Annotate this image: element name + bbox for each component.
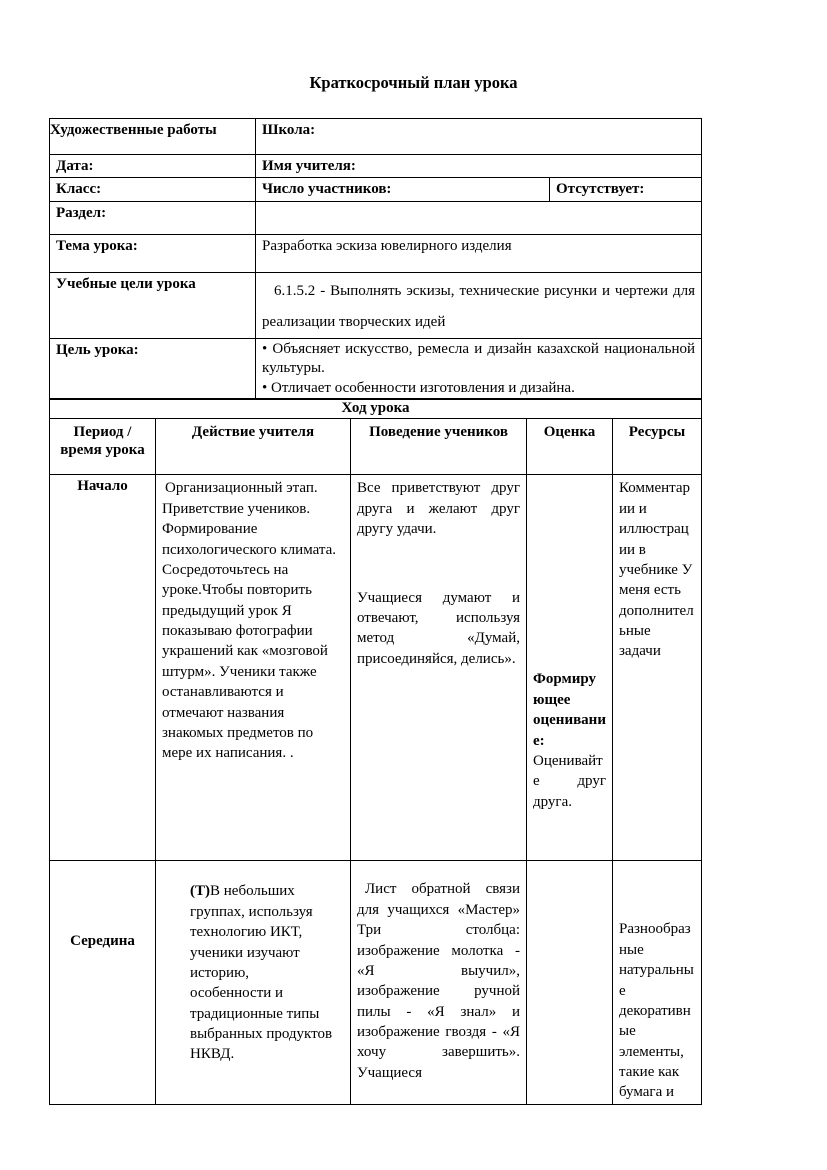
student-behavior-cell [351,475,527,861]
teacher-name-cell: Имя учителя: [256,155,702,178]
resources-cell: Разнообразные натуральные декоративные элементы, такие как бумага и [613,861,702,1105]
resources-cell: Комментарии и иллюстрации в учебнике У меня есть дополнительные задачи [613,475,702,861]
assessment-cell [527,861,613,1105]
info-table [49,118,702,400]
flow-title: Ход урока [50,399,702,419]
assessment-heading: Формирующее оценивание: [533,671,606,749]
participants-cell: Число участников: [256,178,550,201]
student-behavior-cell: Лист обратной связи для учащихся «Мастер» Три столбца: изображение молотка - «Я выучил», изображение ручной пилы - «Я знал» и изображение гвоздя - «Я хочу завершить». Учащиеся [351,861,527,1105]
subject-cell: Художественные работы [50,119,256,155]
period-cell: Начало [50,475,156,861]
col-header-period: Период / время урока [50,419,156,475]
absent-cell: Отсутствует: [550,178,702,201]
page-title: Краткосрочный план урока [309,73,518,92]
info-row-goal [50,339,702,400]
date-cell: Дата: [50,155,256,178]
info-row-date [50,155,702,178]
student-behavior-paragraph: Все приветствуют друг друга и желают друг другу удачи. [357,480,520,538]
goal-point-2: • Отличает особенности изготовления и дизайна. [262,379,575,396]
assessment-text: Оценивайте друг друга. [533,752,606,810]
teacher-action-prefix: (Т) [190,883,210,900]
flow-header-row [50,419,702,475]
goal-label-cell: Цель урока: [50,339,256,400]
info-row-class [50,178,702,201]
assessment-cell [527,475,613,861]
info-row-topic [50,234,702,272]
teacher-action-cell [156,861,351,1105]
topic-label-cell: Тема урока: [50,234,256,272]
flow-title-row [50,399,702,419]
section-label-cell: Раздел: [50,201,256,234]
col-header-assessment: Оценка [527,419,613,475]
objectives-value-cell: 6.1.5.2 - Выполнять эскизы, технические рисунки и чертежи для реализации творческих идей [256,272,702,339]
period-cell: Середина [50,861,156,1105]
info-row-section [50,201,702,234]
student-behavior-paragraph: Учащиеся думают и отвечают, используя метод «Думай, присоединяйся, делись». [357,589,520,667]
goal-value-cell [256,339,702,400]
section-value-cell [256,201,702,234]
objectives-label-cell: Учебные цели урока [50,272,256,339]
info-row-objectives [50,272,702,339]
topic-value-cell: Разработка эскиза ювелирного изделия [256,234,702,272]
teacher-action-text: В небольших группах, используя технологию ИКТ, ученики изучают историю, особенности и традиционные типы выбранных продуктов НКВД. [190,883,333,1063]
lesson-flow-table [49,398,702,1105]
col-header-student-behavior: Поведение учеников [351,419,527,475]
school-cell: Школа: [256,119,702,155]
goal-point-1: • Объясняет искусство, ремесла и дизайн казахской национальной культуры. [262,341,696,377]
flow-row-middle [50,861,702,1105]
class-cell: Класс: [50,178,256,201]
col-header-teacher-action: Действие учителя [156,419,351,475]
flow-row-start [50,475,702,861]
col-header-resources: Ресурсы [613,419,702,475]
teacher-action-cell: Организационный этап. Приветствие учеников. Формирование психологического климата. Сосредоточьтесь на уроке.Чтобы повторить предыдущий урок Я показываю фотографии украшений как «мозговой штурм». Ученики также останавливаются и отмечают названия знакомых предметов по мере их написания. . [156,475,351,861]
info-row-school [50,119,702,155]
